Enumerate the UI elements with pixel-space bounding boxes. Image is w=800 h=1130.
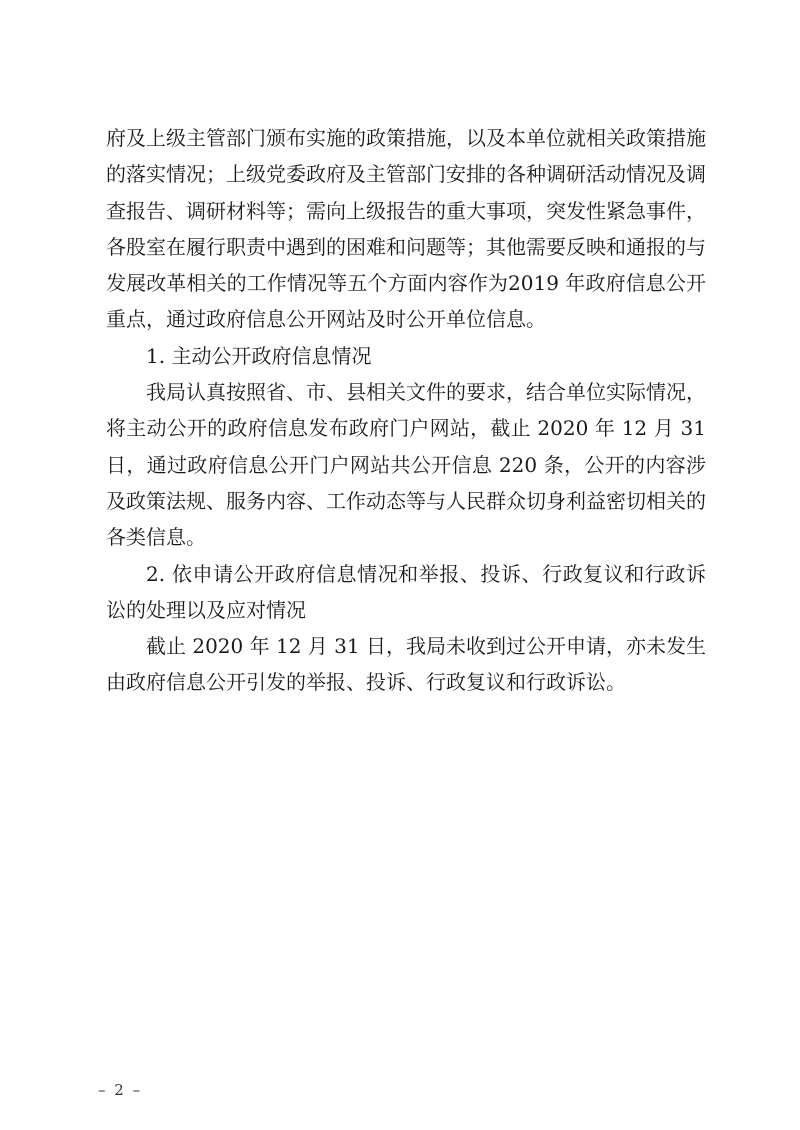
paragraph-section-2: 截止 2020 年 12 月 31 日，我局未收到过公开申请，亦未发生由政府信息公开引发的举报、投诉、行政复议和行政诉讼。 [106, 634, 706, 695]
paragraph-section-1: 我局认真按照省、市、县相关文件的要求，结合单位实际情况，将主动公开的政府信息发布政府门户网站，截止 2020 年 12 月 31 日，通过政府信息公开门户网站共公开信息 220 条，公开的内容涉及政策法规、服务内容、工作动态等与人民群众切身利益密切相关的各类信息。 [106, 380, 706, 550]
section-heading-2: 2. 依申请公开政府信息情况和举报、投诉、行政复议和行政诉讼的处理以及应对情况 [106, 561, 706, 622]
paragraph-continuation: 府及上级主管部门颁布实施的政策措施，以及本单位就相关政策措施的落实情况；上级党委政府及主管部门安排的各种调研活动情况及调查报告、调研材料等；需向上级报告的重大事项，突发性紧急事件，各股室在履行职责中遇到的困难和问题等；其他需要反映和通报的与发展改革相关的工作情况等五个方面内容作为2019 年政府信息公开重点，通过政府信息公开网站及时公开单位信息。 [106, 126, 706, 332]
document-body [106, 120, 706, 701]
page-number: – 2 – [98, 1081, 143, 1099]
section-heading-1: 1. 主动公开政府信息情况 [146, 343, 372, 368]
